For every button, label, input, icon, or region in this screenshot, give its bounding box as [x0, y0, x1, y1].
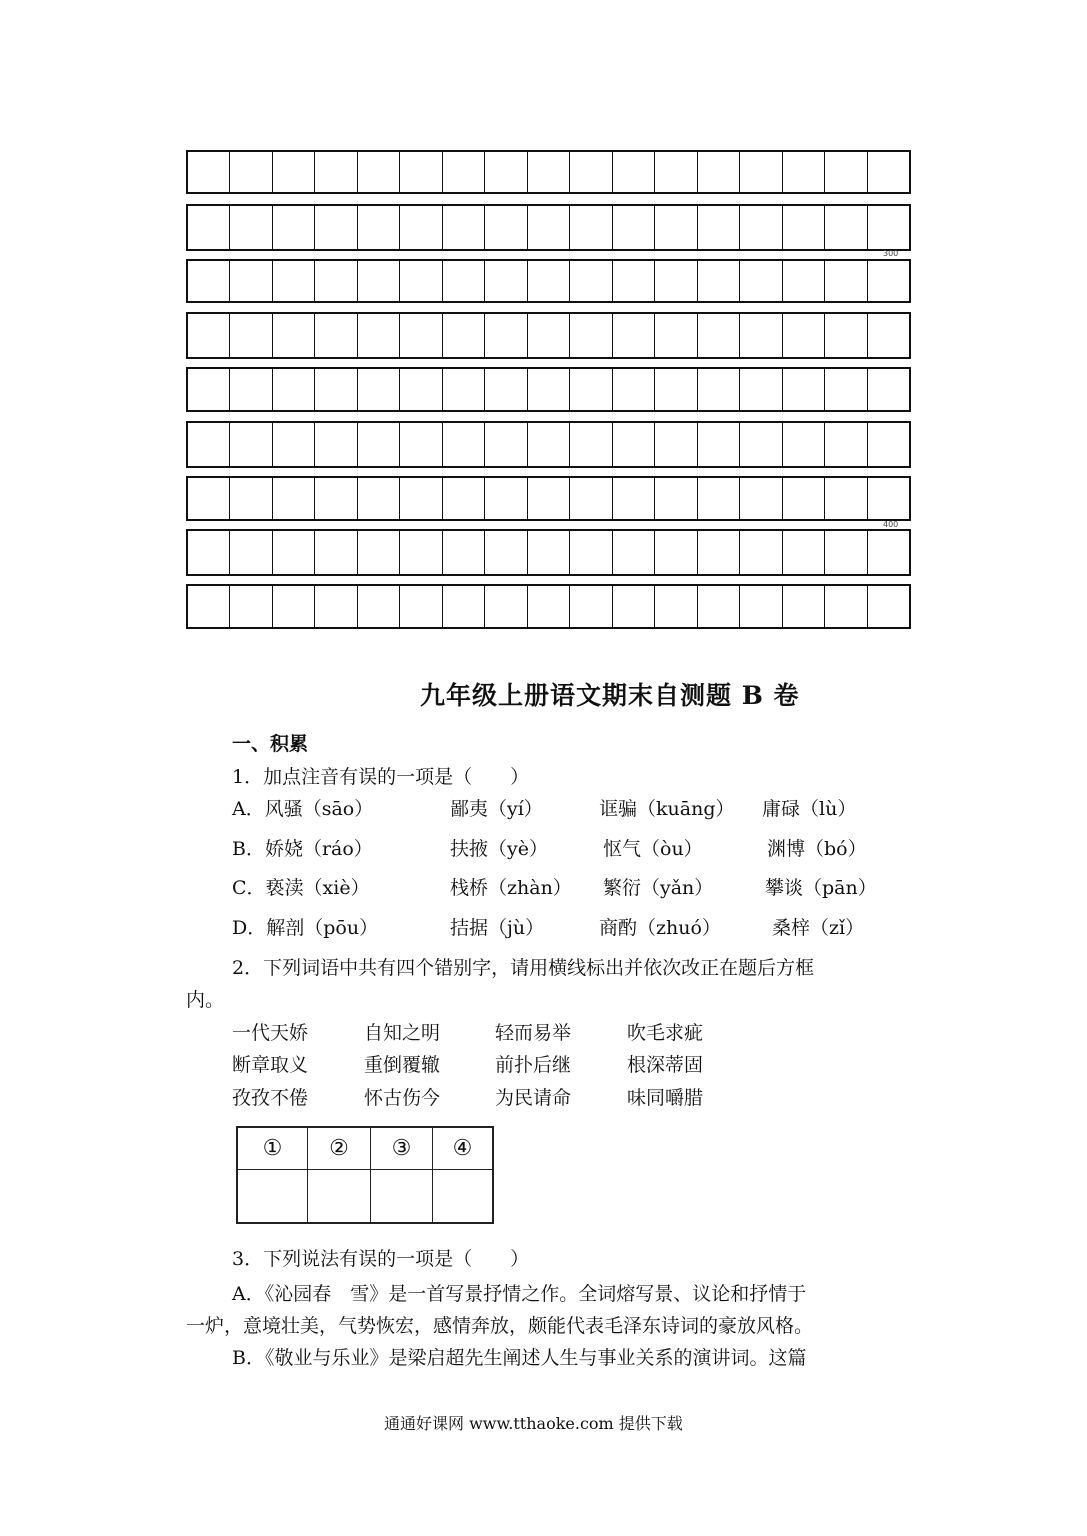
answer-header-1: ①	[238, 1128, 308, 1170]
grid-cell[interactable]	[825, 423, 867, 466]
grid-cell[interactable]	[443, 206, 485, 249]
q1-a-3: 诓骗（kuāng）	[599, 798, 735, 820]
grid-cell[interactable]	[698, 369, 740, 410]
grid-cell[interactable]	[358, 423, 400, 466]
grid-cell[interactable]	[273, 369, 315, 410]
grid-cell[interactable]	[868, 423, 909, 466]
grid-cell[interactable]	[315, 152, 357, 192]
q2-word: 断章取义	[232, 1054, 309, 1076]
grid-cell[interactable]	[570, 586, 612, 627]
grid-cell[interactable]	[315, 314, 357, 357]
grid-cell[interactable]	[698, 586, 740, 627]
grid-cell[interactable]	[400, 531, 442, 574]
grid-cell[interactable]	[570, 314, 612, 357]
answer-header-4: ④	[433, 1128, 492, 1170]
grid-cell[interactable]	[443, 261, 485, 301]
grid-cell[interactable]	[273, 314, 315, 357]
grid-cell[interactable]	[783, 369, 825, 410]
q2-word: 孜孜不倦	[232, 1087, 309, 1109]
grid-cell[interactable]	[188, 152, 230, 192]
grid-cell[interactable]	[783, 206, 825, 249]
grid-cell[interactable]	[613, 206, 655, 249]
q1-a-4: 庸碌（lù）	[762, 798, 857, 820]
grid-cell[interactable]	[868, 314, 909, 357]
grid-cell[interactable]	[358, 586, 400, 627]
q1-c-3: 繁衍（yǎn）	[603, 877, 714, 899]
q3-option-a-line1: A．《沁园春 雪》是一首写景抒情之作。全词熔写景、议论和抒情于	[232, 1283, 807, 1305]
grid-cell[interactable]	[230, 261, 272, 301]
grid-cell[interactable]	[570, 261, 612, 301]
grid-cell[interactable]	[613, 369, 655, 410]
grid-cell[interactable]	[358, 531, 400, 574]
grid-cell[interactable]	[528, 586, 570, 627]
grid-cell[interactable]	[655, 369, 697, 410]
grid-cell[interactable]	[400, 261, 442, 301]
grid-cell[interactable]	[315, 531, 357, 574]
grid-cell[interactable]	[613, 478, 655, 519]
grid-cell[interactable]	[230, 152, 272, 192]
grid-cell[interactable]	[655, 314, 697, 357]
grid-cell[interactable]	[485, 586, 527, 627]
q2-word: 吹毛求疵	[627, 1022, 704, 1044]
grid-cell[interactable]	[400, 152, 442, 192]
grid-cell[interactable]	[443, 314, 485, 357]
grid-cell[interactable]	[613, 586, 655, 627]
grid-cell[interactable]	[825, 314, 867, 357]
grid-cell[interactable]	[613, 531, 655, 574]
grid-cell[interactable]	[740, 206, 782, 249]
q1-d-3: 商酌（zhuó）	[599, 917, 721, 939]
page-title: 九年级上册语文期末自测题 B 卷	[420, 681, 800, 710]
grid-cell[interactable]	[868, 586, 909, 627]
grid-cell[interactable]	[570, 369, 612, 410]
grid-cell[interactable]	[188, 369, 230, 410]
grid-cell[interactable]	[655, 423, 697, 466]
grid-cell[interactable]	[188, 478, 230, 519]
grid-cell[interactable]	[868, 152, 909, 192]
q2-word: 重倒覆辙	[364, 1054, 441, 1076]
q1-b-2: 扶掖（yè）	[450, 838, 548, 860]
grid-cell[interactable]	[188, 206, 230, 249]
grid-cell[interactable]	[528, 314, 570, 357]
grid-cell[interactable]	[188, 314, 230, 357]
grid-cell[interactable]	[528, 478, 570, 519]
q1-stem: 1．加点注音有误的一项是（ ）	[232, 766, 530, 788]
q2-stem-line2: 内。	[186, 989, 225, 1011]
grid-cell[interactable]	[230, 206, 272, 249]
grid-cell[interactable]	[528, 206, 570, 249]
grid-cell[interactable]	[400, 206, 442, 249]
answer-header-2: ②	[308, 1128, 371, 1170]
grid-cell[interactable]	[528, 369, 570, 410]
grid-cell[interactable]	[358, 261, 400, 301]
grid-cell[interactable]	[400, 369, 442, 410]
q1-b-4: 渊博（bó）	[767, 838, 867, 860]
count-mark-300: 300	[883, 249, 899, 258]
grid-cell[interactable]	[273, 423, 315, 466]
grid-cell[interactable]	[230, 423, 272, 466]
grid-cell[interactable]	[358, 478, 400, 519]
grid-cell[interactable]	[698, 261, 740, 301]
grid-cell[interactable]	[358, 152, 400, 192]
grid-cell[interactable]	[570, 423, 612, 466]
q3-option-a-line2: 一炉，意境壮美，气势恢宏，感情奔放，颇能代表毛泽东诗词的豪放风格。	[186, 1315, 814, 1337]
grid-cell[interactable]	[740, 314, 782, 357]
grid-cell[interactable]	[485, 423, 527, 466]
grid-cell[interactable]	[358, 314, 400, 357]
grid-cell[interactable]	[400, 586, 442, 627]
grid-cell[interactable]	[570, 152, 612, 192]
grid-cell[interactable]	[528, 423, 570, 466]
q1-a-1: A．风骚（sāo）	[232, 798, 374, 820]
grid-cell[interactable]	[230, 531, 272, 574]
grid-cell[interactable]	[485, 369, 527, 410]
grid-cell[interactable]	[485, 314, 527, 357]
grid-cell[interactable]	[698, 423, 740, 466]
grid-cell[interactable]	[825, 152, 867, 192]
q2-word: 前扑后继	[495, 1054, 572, 1076]
grid-cell[interactable]	[570, 478, 612, 519]
grid-cell[interactable]	[740, 152, 782, 192]
grid-cell[interactable]	[485, 261, 527, 301]
grid-cell[interactable]	[188, 586, 230, 627]
grid-row	[186, 421, 911, 468]
grid-cell[interactable]	[273, 478, 315, 519]
answer-header-3: ③	[371, 1128, 433, 1170]
grid-cell[interactable]	[188, 261, 230, 301]
grid-cell[interactable]	[188, 423, 230, 466]
answer-cell-1[interactable]	[238, 1170, 308, 1222]
grid-cell[interactable]	[528, 261, 570, 301]
grid-cell[interactable]	[443, 423, 485, 466]
grid-cell[interactable]	[825, 261, 867, 301]
grid-cell[interactable]	[868, 531, 909, 574]
grid-cell[interactable]	[613, 261, 655, 301]
grid-cell[interactable]	[188, 531, 230, 574]
grid-cell[interactable]	[783, 314, 825, 357]
grid-cell[interactable]	[868, 369, 909, 410]
grid-cell[interactable]	[825, 531, 867, 574]
q2-stem-line1: 2．下列词语中共有四个错别字，请用横线标出并依次改正在题后方框	[232, 957, 815, 979]
grid-cell[interactable]	[443, 152, 485, 192]
grid-row	[186, 367, 911, 412]
grid-cell[interactable]	[230, 369, 272, 410]
grid-cell[interactable]	[613, 152, 655, 192]
grid-cell[interactable]	[443, 531, 485, 574]
count-mark-400: 400	[883, 520, 899, 529]
grid-cell[interactable]	[655, 152, 697, 192]
q2-word: 自知之明	[364, 1022, 441, 1044]
q2-word: 一代天娇	[232, 1022, 309, 1044]
grid-cell[interactable]	[273, 206, 315, 249]
grid-row	[186, 312, 911, 359]
grid-cell[interactable]	[400, 478, 442, 519]
grid-cell[interactable]	[315, 586, 357, 627]
grid-cell[interactable]	[825, 478, 867, 519]
answer-cell-4[interactable]	[433, 1170, 492, 1222]
q2-word: 根深蒂固	[627, 1054, 704, 1076]
grid-cell[interactable]	[315, 369, 357, 410]
q1-b-3: 怄气（òu）	[603, 838, 703, 860]
answer-cell-3[interactable]	[371, 1170, 433, 1222]
grid-row	[186, 150, 911, 194]
grid-cell[interactable]	[655, 531, 697, 574]
grid-cell[interactable]	[485, 531, 527, 574]
grid-cell[interactable]	[783, 531, 825, 574]
q3-option-b-line1: B．《敬业与乐业》是梁启超先生阐述人生与事业关系的演讲词。这篇	[232, 1347, 807, 1369]
grid-cell[interactable]	[868, 478, 909, 519]
grid-cell[interactable]	[740, 423, 782, 466]
q2-word: 味同嚼腊	[627, 1087, 704, 1109]
grid-cell[interactable]	[273, 586, 315, 627]
grid-cell[interactable]	[868, 206, 909, 249]
grid-cell[interactable]	[315, 261, 357, 301]
grid-cell[interactable]	[740, 478, 782, 519]
grid-cell[interactable]	[783, 152, 825, 192]
grid-cell[interactable]	[613, 423, 655, 466]
grid-cell[interactable]	[570, 206, 612, 249]
q1-c-2: 栈桥（zhàn）	[450, 877, 572, 899]
grid-cell[interactable]	[655, 206, 697, 249]
q2-word: 轻而易举	[495, 1022, 572, 1044]
q1-c-1: C．亵渎（xiè）	[232, 877, 370, 899]
grid-cell[interactable]	[740, 531, 782, 574]
q2-answer-table	[236, 1126, 494, 1224]
grid-cell[interactable]	[358, 369, 400, 410]
grid-cell[interactable]	[570, 531, 612, 574]
grid-row	[186, 259, 911, 303]
q2-word: 为民请命	[495, 1087, 572, 1109]
grid-cell[interactable]	[315, 206, 357, 249]
section-heading: 一、积累	[232, 733, 309, 755]
grid-cell[interactable]	[315, 423, 357, 466]
grid-cell[interactable]	[655, 478, 697, 519]
grid-row	[186, 204, 911, 251]
q1-d-2: 拮据（jù）	[450, 917, 545, 939]
grid-cell[interactable]	[315, 478, 357, 519]
q1-a-2: 鄙夷（yí）	[450, 798, 543, 820]
grid-cell[interactable]	[740, 261, 782, 301]
grid-cell[interactable]	[443, 478, 485, 519]
grid-cell[interactable]	[485, 206, 527, 249]
grid-cell[interactable]	[825, 206, 867, 249]
grid-cell[interactable]	[443, 586, 485, 627]
grid-cell[interactable]	[655, 261, 697, 301]
grid-cell[interactable]	[273, 531, 315, 574]
grid-cell[interactable]	[485, 152, 527, 192]
q3-stem: 3．下列说法有误的一项是（ ）	[232, 1248, 530, 1270]
grid-cell[interactable]	[783, 261, 825, 301]
grid-row	[186, 584, 911, 629]
grid-cell[interactable]	[528, 531, 570, 574]
grid-cell[interactable]	[358, 206, 400, 249]
grid-cell[interactable]	[825, 586, 867, 627]
q2-word: 怀古伤今	[364, 1087, 441, 1109]
grid-cell[interactable]	[613, 314, 655, 357]
grid-cell[interactable]	[443, 369, 485, 410]
grid-row	[186, 476, 911, 521]
page-footer: 通通好课网 www.tthaoke.com 提供下载	[384, 1414, 683, 1433]
grid-cell[interactable]	[825, 369, 867, 410]
q1-c-4: 攀谈（pān）	[765, 877, 877, 899]
q1-d-1: D．解剖（pōu）	[232, 917, 379, 939]
grid-cell[interactable]	[400, 314, 442, 357]
grid-cell[interactable]	[698, 531, 740, 574]
grid-cell[interactable]	[740, 586, 782, 627]
q1-b-1: B．娇娆（ráo）	[232, 838, 373, 860]
grid-cell[interactable]	[655, 586, 697, 627]
grid-cell[interactable]	[230, 314, 272, 357]
grid-cell[interactable]	[868, 261, 909, 301]
grid-cell[interactable]	[783, 478, 825, 519]
grid-cell[interactable]	[230, 586, 272, 627]
grid-cell[interactable]	[528, 152, 570, 192]
grid-cell[interactable]	[698, 314, 740, 357]
grid-cell[interactable]	[698, 206, 740, 249]
grid-cell[interactable]	[740, 369, 782, 410]
q1-d-4: 桑梓（zǐ）	[772, 917, 865, 939]
grid-cell[interactable]	[485, 478, 527, 519]
grid-cell[interactable]	[400, 423, 442, 466]
grid-cell[interactable]	[698, 152, 740, 192]
answer-cell-2[interactable]	[308, 1170, 371, 1222]
grid-cell[interactable]	[230, 478, 272, 519]
grid-cell[interactable]	[273, 261, 315, 301]
grid-cell[interactable]	[783, 423, 825, 466]
grid-cell[interactable]	[783, 586, 825, 627]
grid-cell[interactable]	[698, 478, 740, 519]
grid-cell[interactable]	[273, 152, 315, 192]
grid-row	[186, 529, 911, 576]
